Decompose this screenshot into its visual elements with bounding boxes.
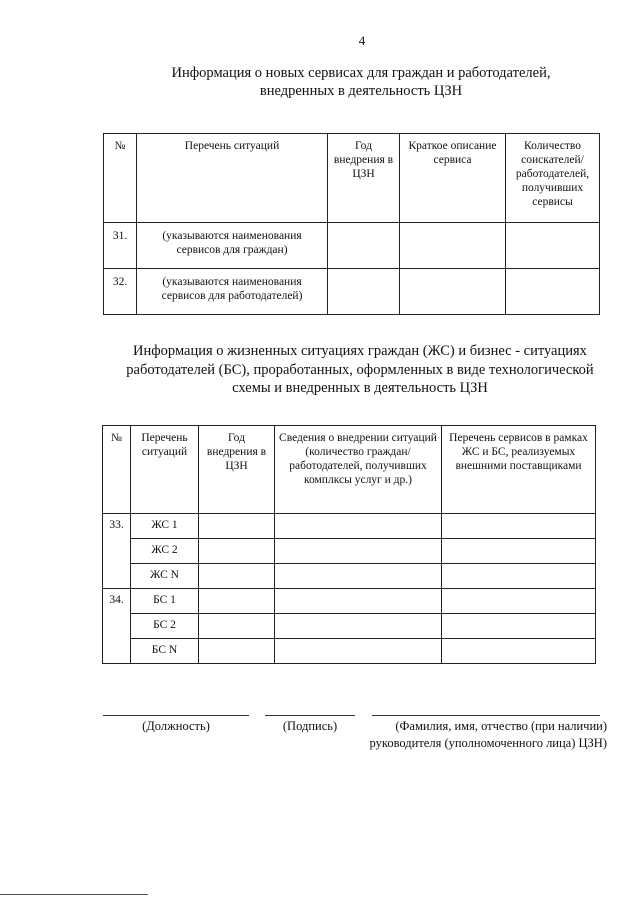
- col-header-description: Краткое описание сервиса: [400, 134, 506, 223]
- table-cell[interactable]: [328, 223, 400, 269]
- row-name: (указываются наименования сервисов для граждан): [137, 223, 328, 269]
- table-cell[interactable]: [506, 223, 600, 269]
- table-row: [103, 514, 596, 539]
- signature-caption: (Подпись): [282, 719, 338, 733]
- col-header-year: Год внедрения в ЦЗН: [328, 134, 400, 223]
- section1-title-line1: Информация о новых сервисах для граждан и работодателей,: [171, 65, 551, 81]
- table-cell[interactable]: [506, 269, 600, 315]
- section2-title-line2: работодателей (БС), проработанных, оформленных в виде технологической: [126, 361, 594, 378]
- table-cell[interactable]: [275, 589, 442, 614]
- situation-label: БС N: [131, 639, 199, 664]
- table-cell[interactable]: [442, 514, 596, 539]
- name-caption-line1: (Фамилия, имя, отчество (при наличии): [395, 719, 607, 733]
- position-caption: (Должность): [142, 719, 210, 733]
- table-cell[interactable]: [199, 589, 275, 614]
- row-num: 31.: [104, 223, 137, 269]
- table-cell[interactable]: [199, 614, 275, 639]
- situation-label: БС 1: [131, 589, 199, 614]
- col-header-num: №: [104, 134, 137, 223]
- table-cell[interactable]: [199, 539, 275, 564]
- table-cell[interactable]: [442, 639, 596, 664]
- section1-title-line2: внедренных в деятельность ЦЗН: [259, 83, 463, 99]
- table-row: [103, 539, 596, 564]
- table-row: [103, 639, 596, 664]
- name-line: [372, 715, 600, 716]
- table-row: [104, 269, 600, 315]
- table-cell[interactable]: [442, 614, 596, 639]
- table-header-row: [104, 134, 600, 223]
- table-cell[interactable]: [442, 564, 596, 589]
- table-cell[interactable]: [275, 514, 442, 539]
- name-caption-line2: руководителя (уполномоченного лица) ЦЗН): [369, 736, 607, 750]
- table-cell[interactable]: [199, 514, 275, 539]
- situation-label: ЖС 1: [131, 514, 199, 539]
- row-num: 32.: [104, 269, 137, 315]
- table-row: [103, 614, 596, 639]
- footnote-separator: [0, 894, 148, 895]
- col-header-implementation: Сведения о внедрении ситуаций (количество граждан/работодателей, получивших комплксы услуг и др.): [275, 426, 442, 514]
- section2-title-line3: схемы и внедренных в деятельность ЦЗН: [232, 380, 488, 396]
- name-caption: [345, 718, 607, 752]
- table-cell[interactable]: [275, 639, 442, 664]
- life-situations-table: [102, 425, 596, 664]
- services-table: [103, 133, 600, 315]
- table-row: [103, 564, 596, 589]
- col-header-external-services: Перечень сервисов в рамках ЖС и БС, реализуемых внешними поставщиками: [442, 426, 596, 514]
- signature-line: [265, 715, 355, 716]
- section2-title-line1: Информация о жизненных ситуациях граждан (ЖС) и бизнес - ситуациях: [133, 343, 587, 359]
- table-cell[interactable]: [275, 564, 442, 589]
- situation-label: ЖС N: [131, 564, 199, 589]
- table-cell[interactable]: [328, 269, 400, 315]
- col-header-year: Год внедрения в ЦЗН: [199, 426, 275, 514]
- table-cell[interactable]: [199, 564, 275, 589]
- situation-label: ЖС 2: [131, 539, 199, 564]
- table-cell[interactable]: [275, 539, 442, 564]
- group-num: 33.: [103, 514, 131, 589]
- table-cell[interactable]: [442, 539, 596, 564]
- col-header-count: Количество соискателей/работодателей, получивших сервисы: [506, 134, 600, 223]
- position-line: [103, 715, 249, 716]
- table-header-row: [103, 426, 596, 514]
- situation-label: БС 2: [131, 614, 199, 639]
- group-num: 34.: [103, 589, 131, 664]
- table-row: [104, 223, 600, 269]
- table-row: [103, 589, 596, 614]
- page-number: 4: [358, 33, 366, 48]
- col-header-situations: Перечень ситуаций: [131, 426, 199, 514]
- table-cell[interactable]: [199, 639, 275, 664]
- col-header-num: №: [103, 426, 131, 514]
- table-cell[interactable]: [400, 223, 506, 269]
- table-cell[interactable]: [275, 614, 442, 639]
- row-name: (указываются наименования сервисов для работодателей): [137, 269, 328, 315]
- section2-title: [100, 342, 620, 398]
- table-cell[interactable]: [442, 589, 596, 614]
- col-header-situations: Перечень ситуаций: [137, 134, 328, 223]
- section1-title: [130, 64, 592, 100]
- table-cell[interactable]: [400, 269, 506, 315]
